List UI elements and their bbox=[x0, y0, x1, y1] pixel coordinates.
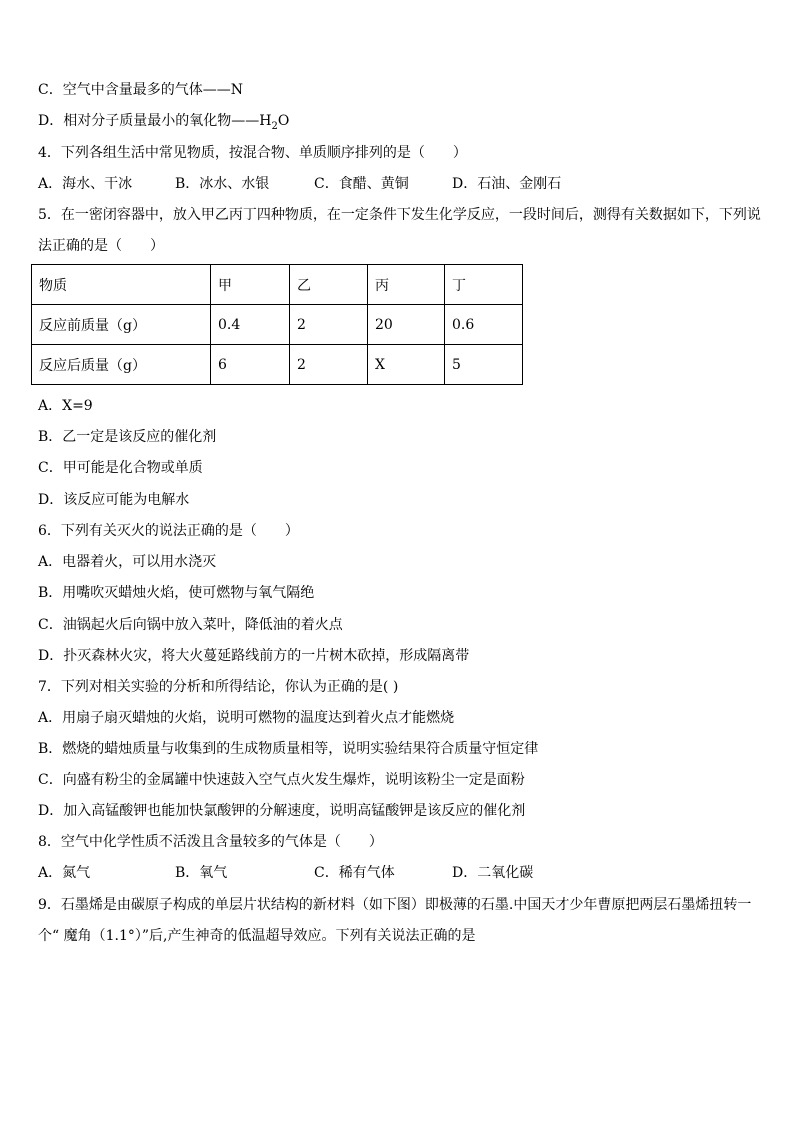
q5-option-b: B．乙一定是该反应的催化剂 bbox=[38, 429, 217, 445]
q3-option-d bbox=[38, 111, 289, 131]
q4-option-c: C．食醋、黄铜 bbox=[314, 176, 409, 192]
table-cell: 6 bbox=[211, 345, 290, 385]
q5-option-c: C．甲可能是化合物或单质 bbox=[38, 460, 203, 476]
table-cell: 反应后质量（g） bbox=[32, 345, 211, 385]
table-cell: 2 bbox=[290, 305, 368, 345]
table-cell: 甲 bbox=[211, 265, 290, 305]
q7-option-a: A．用扇子扇灭蜡烛的火焰，说明可燃物的温度达到着火点才能燃烧 bbox=[38, 710, 455, 726]
q8-option-b: B．氧气 bbox=[175, 865, 228, 881]
q3-option-c: C．空气中含量最多的气体——N bbox=[38, 82, 243, 98]
table-cell: 物质 bbox=[32, 265, 211, 305]
q4-option-b: B．冰水、水银 bbox=[175, 176, 270, 192]
table-cell: 20 bbox=[368, 305, 445, 345]
table-cell: 0.6 bbox=[445, 305, 523, 345]
q7-option-c: C．向盛有粉尘的金属罐中快速鼓入空气点火发生爆炸，说明该粉尘一定是面粉 bbox=[38, 772, 525, 788]
q7-option-d: D．加入高锰酸钾也能加快氯酸钾的分解速度，说明高锰酸钾是该反应的催化剂 bbox=[38, 803, 526, 819]
table-row bbox=[32, 345, 523, 385]
q5-stem-line1: 5．在一密闭容器中，放入甲乙丙丁四种物质，在一定条件下发生化学反应，一段时间后，测得有关数据如下，下列说 bbox=[38, 207, 761, 223]
q8-option-a: A．氮气 bbox=[38, 865, 91, 881]
q7-option-b: B．燃烧的蜡烛质量与收集到的生成物质量相等，说明实验结果符合质量守恒定律 bbox=[38, 741, 539, 757]
q4-options bbox=[38, 174, 598, 194]
q3-option-d-suffix: O bbox=[277, 113, 290, 129]
q5-option-d: D．该反应可能为电解水 bbox=[38, 492, 190, 508]
q4-option-d: D．石油、金刚石 bbox=[452, 176, 562, 192]
q8-option-d: D．二氧化碳 bbox=[452, 865, 534, 881]
table-header-row bbox=[32, 265, 523, 305]
q6-option-d: D．扑灭森林火灾，将大火蔓延路线前方的一片树木砍掉，形成隔离带 bbox=[38, 648, 470, 664]
q8-option-c: C．稀有气体 bbox=[314, 865, 395, 881]
q9-stem-line1: 9．石墨烯是由碳原子构成的单层片状结构的新材料（如下图）即极薄的石墨.中国天才少年曹原把两层石墨烯扭转一 bbox=[38, 897, 752, 913]
table-cell: 5 bbox=[445, 345, 523, 385]
table-cell: 0.4 bbox=[211, 305, 290, 345]
q6-option-b: B．用嘴吹灭蜡烛火焰，使可燃物与氧气隔绝 bbox=[38, 585, 315, 601]
q5-option-a: A．X=9 bbox=[38, 398, 93, 414]
q4-stem: 4．下列各组生活中常见物质，按混合物、单质顺序排列的是（ ） bbox=[38, 145, 467, 161]
q6-option-c: C．油锅起火后向锅中放入菜叶，降低油的着火点 bbox=[38, 617, 343, 633]
table-cell: 乙 bbox=[290, 265, 368, 305]
q3-option-d-subscript: 2 bbox=[271, 120, 278, 132]
q4-option-a: A．海水、干冰 bbox=[38, 176, 133, 192]
table-cell: 丙 bbox=[368, 265, 445, 305]
q3-option-d-prefix: D．相对分子质量最小的氧化物——H bbox=[38, 113, 272, 129]
table-cell: 丁 bbox=[445, 265, 523, 305]
q8-stem: 8．空气中化学性质不活泼且含量较多的气体是（ ） bbox=[38, 834, 383, 850]
q8-options bbox=[38, 863, 598, 883]
table-cell: X bbox=[368, 345, 445, 385]
q9-stem-line2: 个“ 魔角（1.1°）”后,产生神奇的低温超导效应。下列有关说法正确的是 bbox=[38, 928, 476, 944]
q6-stem: 6．下列有关灭火的说法正确的是（ ） bbox=[38, 523, 299, 539]
table-cell: 2 bbox=[290, 345, 368, 385]
q7-stem: 7．下列对相关实验的分析和所得结论，你认为正确的是( ) bbox=[38, 679, 399, 695]
table-cell: 反应前质量（g） bbox=[32, 305, 211, 345]
q5-stem-line2: 法正确的是（ ） bbox=[38, 238, 164, 254]
q5-data-table bbox=[31, 264, 523, 385]
table-row bbox=[32, 305, 523, 345]
q6-option-a: A．电器着火，可以用水浇灭 bbox=[38, 554, 217, 570]
